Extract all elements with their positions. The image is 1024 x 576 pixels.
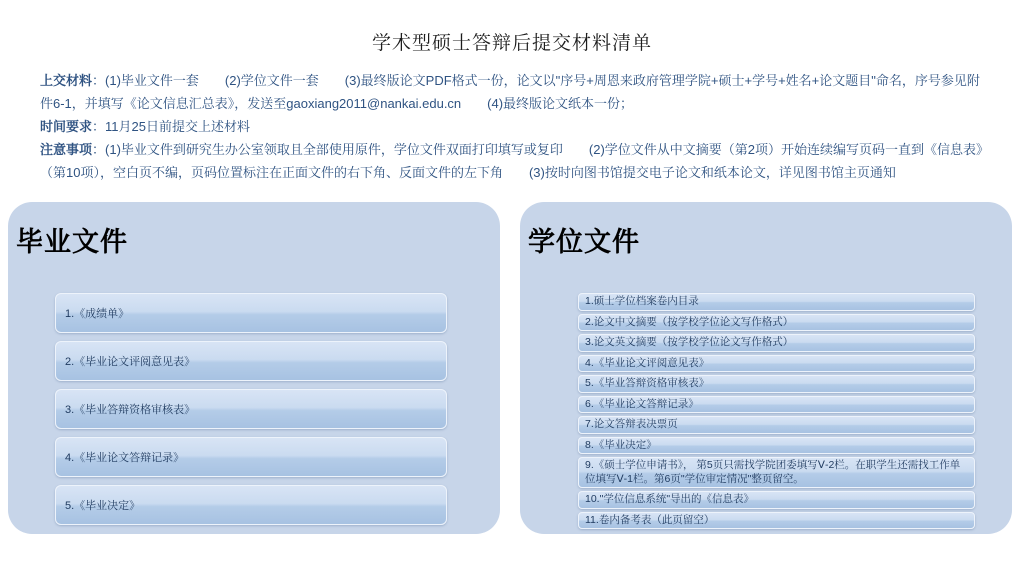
- list-item: [55, 341, 447, 381]
- list-item: [578, 355, 975, 373]
- graduation-document-list: [55, 293, 447, 525]
- list-item-label: 3.论文英文摘要（按学校学位论文写作格式）: [585, 336, 794, 348]
- degree-document-list: [578, 293, 975, 529]
- list-item: [578, 416, 975, 434]
- note-text: ：11月25日前提交上述材料: [92, 119, 250, 134]
- list-item: [55, 437, 447, 477]
- list-item-label: 5.《毕业答辩资格审核表》: [585, 377, 710, 389]
- list-item: [578, 491, 975, 509]
- page-title: 学术型硕士答辩后提交材料清单: [371, 33, 652, 54]
- list-item-label: 11.卷内备考表（此页留空）: [585, 513, 715, 526]
- list-item: [55, 293, 447, 333]
- list-item-label: 2.《毕业论文评阅意见表》: [65, 356, 196, 368]
- list-item: [578, 375, 975, 393]
- list-item: [578, 512, 975, 530]
- list-item-label: 4.《毕业论文答辩记录》: [65, 452, 185, 464]
- graduation-documents-panel: [8, 202, 500, 534]
- list-item-label: 7.论文答辩表决票页: [585, 418, 678, 430]
- list-item: [578, 293, 975, 311]
- graduation-panel-title: 毕业文件: [16, 227, 128, 257]
- list-item-label: 1.硕士学位档案卷内目录: [585, 295, 699, 307]
- list-item: [578, 437, 975, 455]
- note-text: ：(1)毕业文件到研究生办公室领取且全部使用原件，学位文件双面打印填写或复印 (2)学位文件从中文摘要（第2项）开始连续编写页码一直到《信息表》（第10项），空白页不编，页码位置标注在正面文件的右下角、反面文件的左下角 (3)按时向图书馆提交电子论文和纸本论文，详见图书馆主页通知: [40, 142, 990, 180]
- list-item-label: 2.论文中文摘要（按学校学位论文写作格式）: [585, 315, 794, 328]
- notes-section: [40, 69, 992, 184]
- list-item: [578, 334, 975, 352]
- note-label: 时间要求: [40, 119, 93, 134]
- degree-documents-panel: [520, 202, 1012, 534]
- degree-panel-title: 学位文件: [528, 227, 640, 257]
- note-paragraph-materials: [40, 69, 992, 115]
- list-item-label: 8.《毕业决定》: [585, 438, 657, 451]
- note-label: 注意事项: [40, 142, 93, 157]
- list-item: [578, 314, 975, 332]
- list-item: [578, 396, 975, 414]
- list-item-label: 6.《毕业论文答辩记录》: [585, 397, 699, 410]
- note-text: ：(1)毕业文件一套 (2)学位文件一套 (3)最终版论文PDF格式一份，论文以"序号+周恩来政府管理学院+硕士+学号+姓名+论文题目"命名，序号参见附件6-1，并填写《论文信息汇总表》，发送至gaoxiang2011@nankai.edu.cn (4)最终版论文纸本一份；: [40, 73, 980, 111]
- note-paragraph-precautions: [40, 138, 992, 184]
- list-item: [578, 457, 975, 488]
- note-paragraph-deadline: [40, 115, 992, 138]
- list-item: [55, 389, 447, 429]
- list-item: [55, 485, 447, 525]
- list-item-label: 4.《毕业论文评阅意见表》: [585, 356, 710, 369]
- list-item-label: 10."学位信息系统"导出的《信息表》: [585, 493, 755, 505]
- list-item-label: 5.《毕业决定》: [65, 500, 141, 512]
- list-item-label: 1.《成绩单》: [65, 308, 130, 320]
- list-item-label: 3.《毕业答辩资格审核表》: [65, 404, 196, 416]
- list-item-label: 9.《硕士学位申请书》， 第5页只需找学院团委填写Ⅴ-2栏。在职学生还需找工作单位填写Ⅴ-1栏。第6页"学位审定情况"整页留空。: [585, 459, 961, 485]
- note-label: 上交材料: [40, 73, 93, 88]
